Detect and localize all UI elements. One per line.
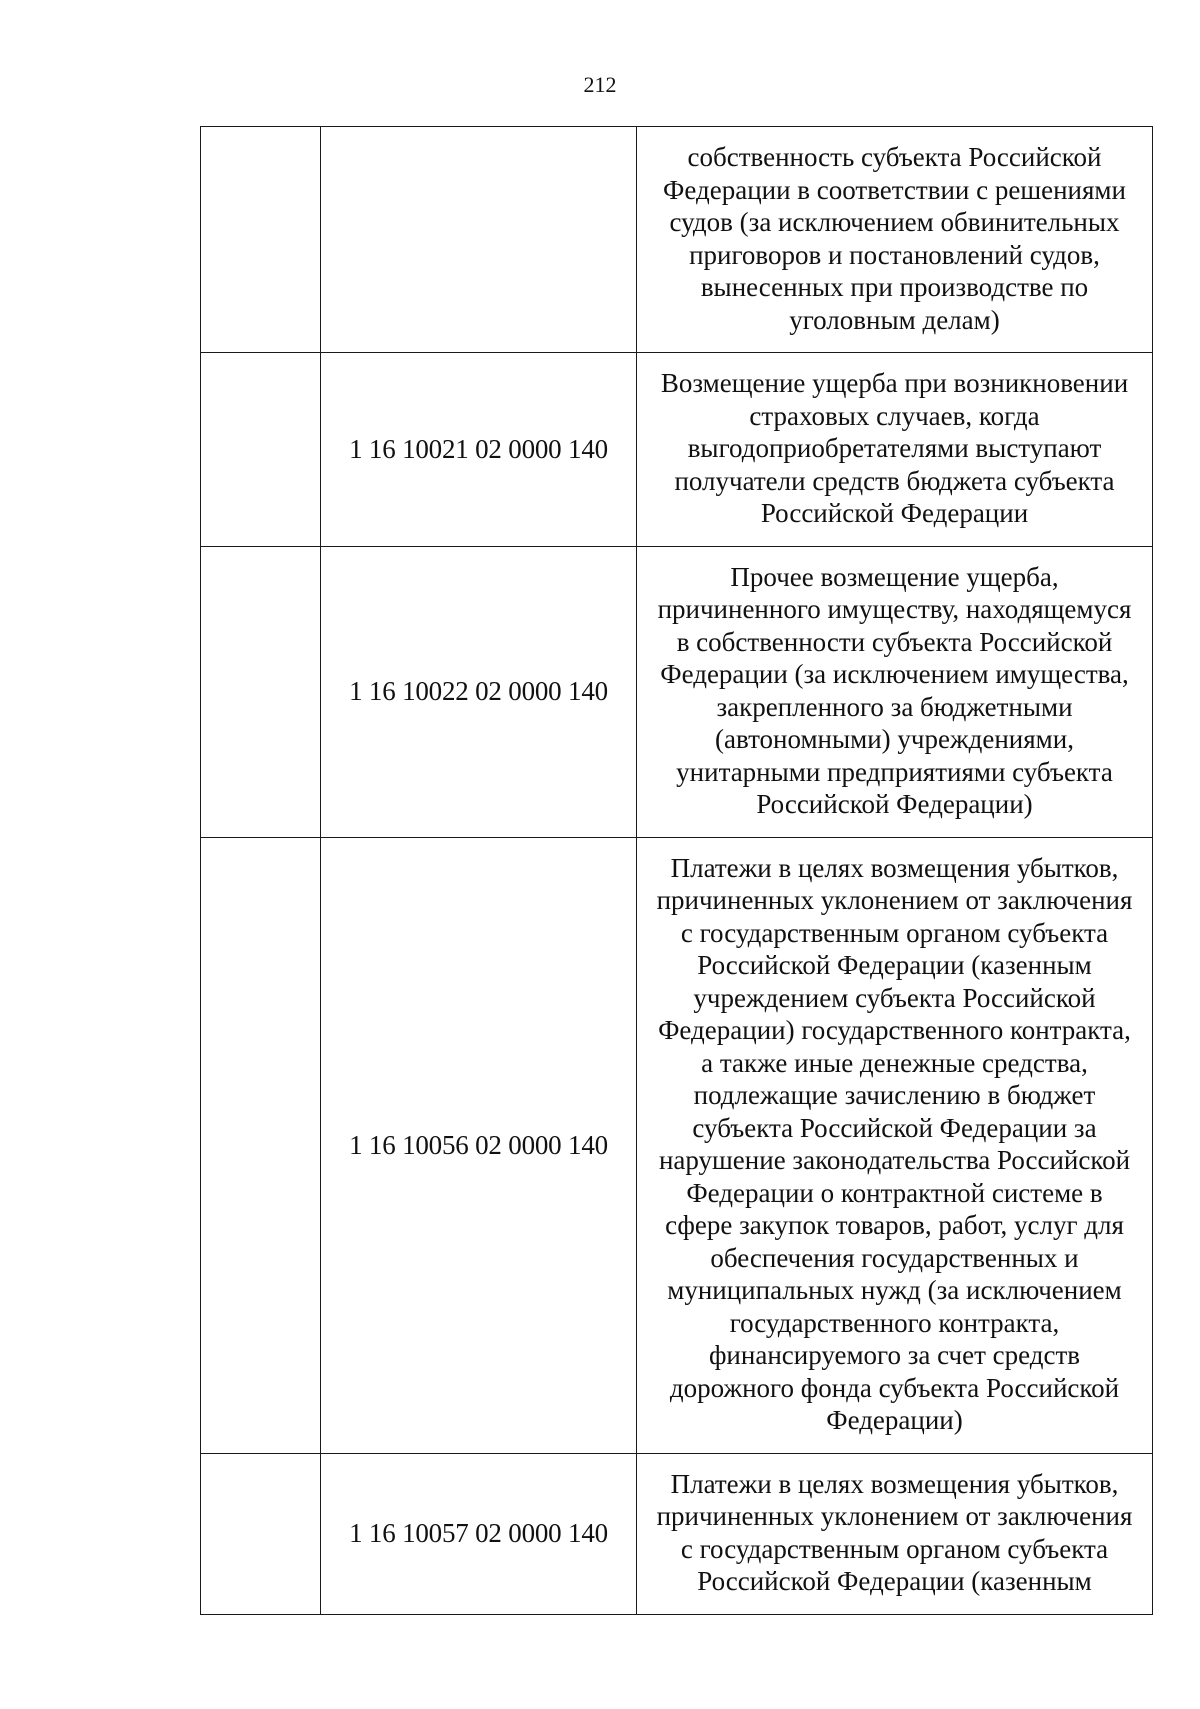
- table-row: [201, 837, 1153, 1453]
- row-number-cell: [201, 837, 321, 1453]
- table-row: [201, 546, 1153, 837]
- table-row: [201, 353, 1153, 547]
- description-line: причиненных уклонением от заключения: [656, 1501, 1133, 1531]
- description-cell: [637, 837, 1153, 1453]
- description-line: учреждением субъекта Российской: [693, 982, 1096, 1013]
- description-line: нарушение законодательства Российской: [658, 1145, 1131, 1175]
- budget-code-cell: [321, 127, 637, 353]
- table-row: [201, 127, 1153, 353]
- description-line: дорожного фонда субъекта Российской: [669, 1372, 1120, 1403]
- description-line: Платежи в целях возмещения убытков,: [670, 852, 1119, 883]
- description-line: Возмещение ущерба при возникновении: [660, 368, 1129, 398]
- description-line: обеспечения государственных и: [710, 1242, 1079, 1273]
- table-row: [201, 1453, 1153, 1614]
- row-number-cell: [201, 1453, 321, 1614]
- description-line: а также иные денежные средства,: [701, 1047, 1088, 1078]
- description-cell: [637, 546, 1153, 837]
- description-line: в собственности субъекта Российской: [676, 626, 1113, 657]
- description-cell: [637, 353, 1153, 547]
- description-line: Российской Федерации (казенным: [697, 1566, 1092, 1596]
- description-line: сфере закупок товаров, работ, услуг для: [665, 1210, 1124, 1240]
- description-line: с государственным органом субъекта: [680, 917, 1109, 948]
- description-line: государственного контракта,: [729, 1307, 1060, 1338]
- description-line: Прочее возмещение ущерба,: [730, 561, 1059, 592]
- description-line: причиненных уклонением от заключения: [656, 885, 1133, 915]
- description-line: унитарными предприятиями субъекта: [676, 756, 1113, 787]
- budget-codes-table: [200, 126, 1153, 1615]
- description-line: Федерации о контрактной системе в: [686, 1177, 1103, 1208]
- description-line: приговоров и постановлений судов,: [689, 239, 1100, 270]
- description-line: (автономными) учреждениями,: [715, 724, 1074, 754]
- description-line: Российской Федерации): [756, 789, 1033, 819]
- budget-code-cell: 1 16 10022 02 0000 140: [321, 546, 637, 837]
- budget-code-cell: 1 16 10056 02 0000 140: [321, 837, 637, 1453]
- description-line: Федерации (за исключением имущества,: [660, 659, 1129, 689]
- description-line: Федерации) государственного контракта,: [658, 1015, 1131, 1045]
- page-number: 212: [583, 72, 617, 97]
- description-cell: [637, 1453, 1153, 1614]
- budget-code-cell: 1 16 10021 02 0000 140: [321, 353, 637, 547]
- table-body: [201, 127, 1153, 1615]
- description-line: Платежи в целях возмещения убытков,: [670, 1468, 1119, 1499]
- description-line: получатели средств бюджета субъекта: [674, 465, 1115, 496]
- row-number-cell: [201, 127, 321, 353]
- description-line: Российской Федерации (казенным: [697, 950, 1092, 980]
- description-cell: [637, 127, 1153, 353]
- description-line: Федерации в соответствии с решениями: [663, 174, 1126, 205]
- description-line: закрепленного за бюджетными: [716, 691, 1073, 722]
- description-line: финансируемого за счет средств: [708, 1340, 1081, 1370]
- description-line: с государственным органом субъекта: [680, 1533, 1109, 1564]
- description-line: причиненного имуществу, находящемуся: [657, 594, 1132, 624]
- description-line: Федерации): [826, 1405, 963, 1435]
- description-line: собственность субъекта Российской: [687, 142, 1102, 172]
- description-line: уголовным делам): [789, 304, 1000, 335]
- description-line: судов (за исключением обвинительных: [669, 207, 1120, 237]
- row-number-cell: [201, 546, 321, 837]
- description-line: выгодоприобретателями выступают: [687, 433, 1102, 463]
- description-line: вынесенных при производстве по: [700, 272, 1089, 302]
- description-line: муниципальных нужд (за исключением: [667, 1275, 1122, 1305]
- row-number-cell: [201, 353, 321, 547]
- description-line: Российской Федерации: [760, 498, 1029, 528]
- description-line: субъекта Российской Федерации за: [692, 1112, 1097, 1143]
- budget-code-cell: 1 16 10057 02 0000 140: [321, 1453, 637, 1614]
- description-line: подлежащие зачислению в бюджет: [693, 1080, 1096, 1110]
- description-line: страховых случаев, когда: [749, 400, 1040, 431]
